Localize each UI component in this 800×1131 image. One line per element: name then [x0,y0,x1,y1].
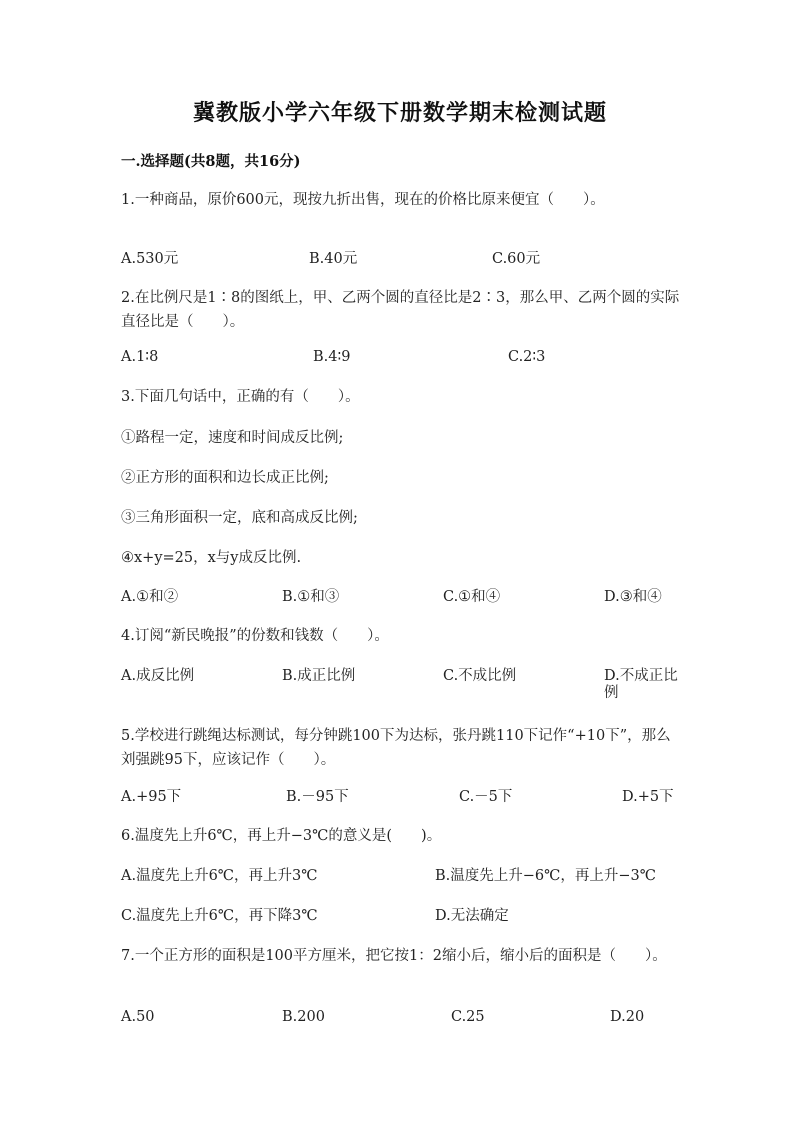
option-3b: B.①和③ [282,589,340,605]
question-stem-6: 6.温度先上升6℃，再上升−3℃的意义是( )。 [121,828,442,844]
option-2a: A.1∶8 [121,349,159,365]
option-2b: B.4∶9 [313,349,351,365]
question-stem-2: 2.在比例尺是1∶8的图纸上，甲、乙两个圆的直径比是2∶3，那么甲、乙两个圆的实际直径比是（ ）。 [121,290,680,330]
option-5d: D.+5下 [622,789,674,805]
statement-3-2: ②正方形的面积和边长成正比例; [121,470,329,486]
option-4d: D.不成正比例 [604,668,678,701]
page-title: 冀教版小学六年级下册数学期末检测试题 [192,100,607,126]
statement-3-4: ④x+y=25，x与y成反比例. [121,550,302,566]
option-3a: A.①和② [121,589,179,605]
option-4c: C.不成比例 [443,668,517,684]
section-heading: 一.选择题(共8题，共16分) [121,153,301,170]
option-4b: B.成正比例 [282,668,356,684]
option-4a: A.成反比例 [121,668,195,684]
question-stem-4: 4.订阅“新民晚报”的份数和钱数（ ）。 [121,628,389,644]
option-6c: C.温度先上升6℃，再下降3℃ [121,908,318,924]
option-1b: B.40元 [309,251,358,267]
option-1a: A.530元 [121,251,179,267]
option-5c: C.－5下 [459,789,513,805]
option-5a: A.+95下 [121,789,182,805]
option-6a: A.温度先上升6℃，再上升3℃ [121,868,318,884]
option-1c: C.60元 [492,251,541,267]
question-stem-3: 3.下面几句话中，正确的有（ ）。 [121,389,360,405]
question-stem-1: 1.一种商品，原价600元，现按九折出售，现在的价格比原来便宜（ ）。 [121,192,605,208]
option-6d: D.无法确定 [435,908,509,924]
statement-3-1: ①路程一定，速度和时间成反比例; [121,430,344,446]
option-3d: D.③和④ [604,589,662,605]
option-7b: B.200 [282,1009,325,1025]
statement-3-3: ③三角形面积一定，底和高成反比例; [121,510,358,526]
option-3c: C.①和④ [443,589,501,605]
option-2c: C.2∶3 [508,349,546,365]
question-stem-5: 5.学校进行跳绳达标测试，每分钟跳100下为达标，张丹跳110下记作“+10下”，那么刘强跳95下，应该记作（ ）。 [121,728,671,768]
option-7c: C.25 [451,1009,485,1025]
option-7d: D.20 [610,1009,645,1025]
option-5b: B.－95下 [286,789,349,805]
question-stem-7: 7.一个正方形的面积是100平方厘米，把它按1：2缩小后，缩小后的面积是（ ）。 [121,948,667,964]
option-7a: A.50 [121,1009,155,1025]
option-6b: B.温度先上升−6℃，再上升−3℃ [435,868,656,884]
